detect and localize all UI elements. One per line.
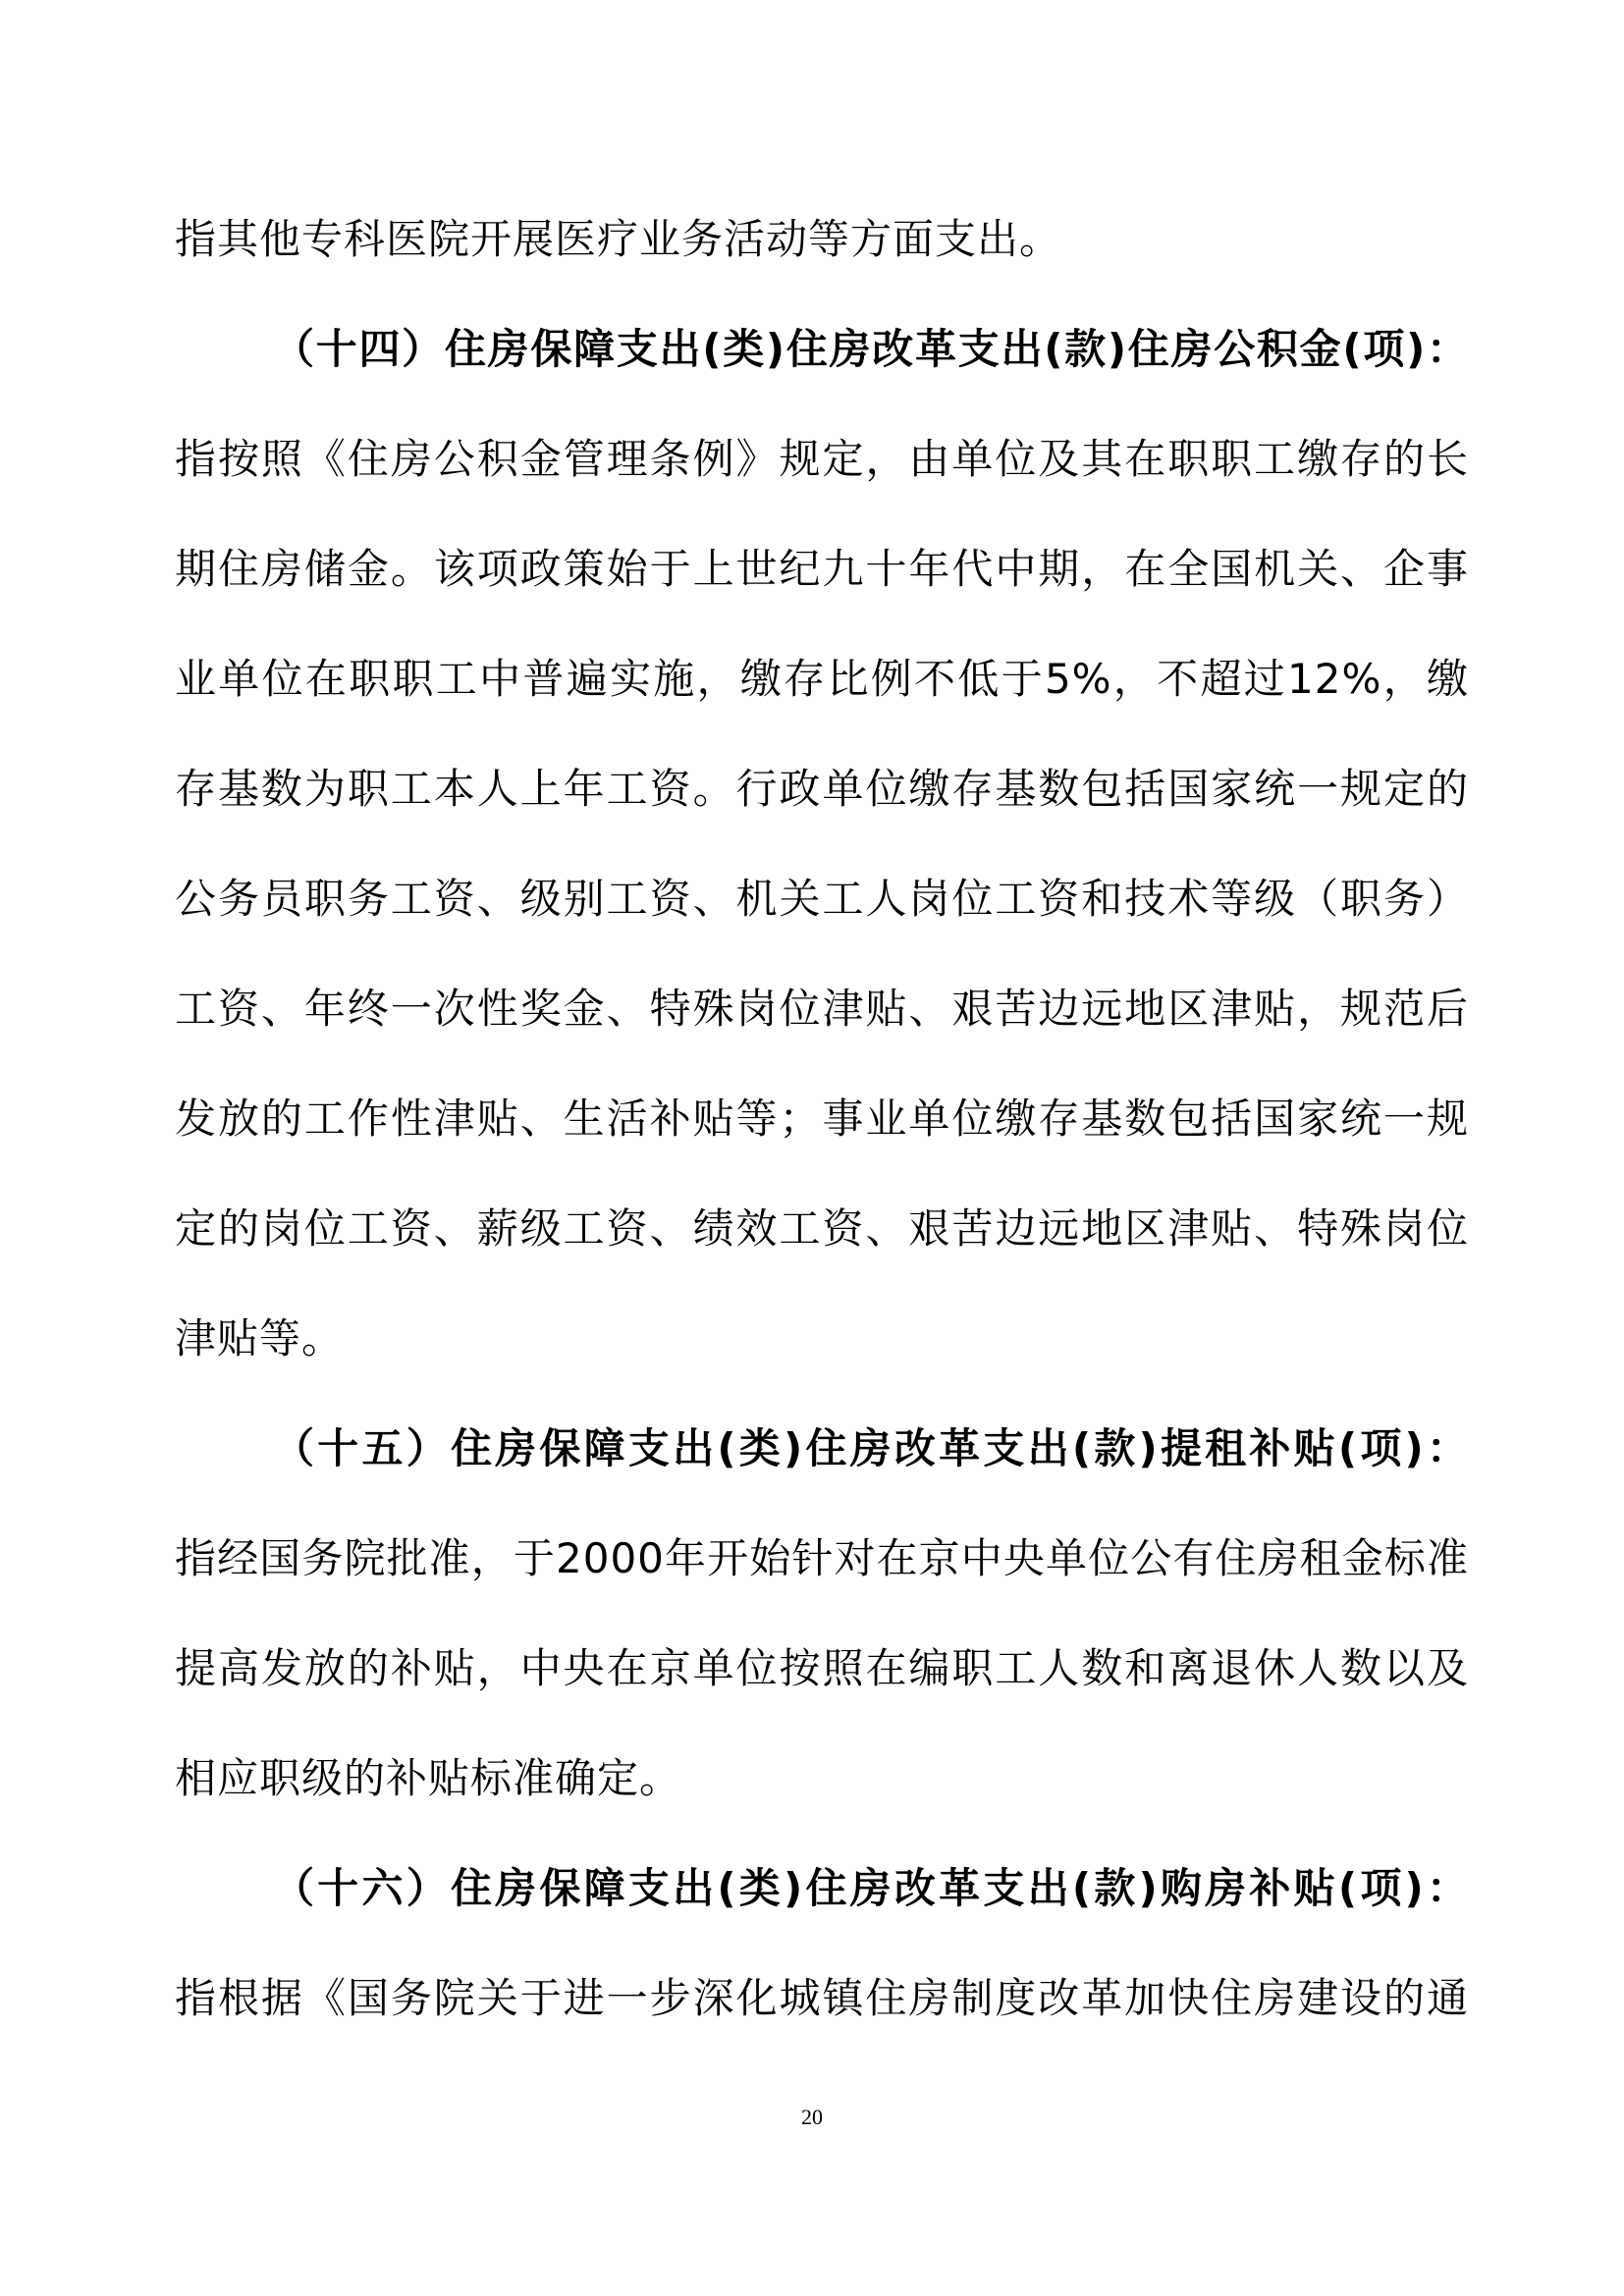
text-line: 发放的工作性津贴、生活补贴等；事业单位缴存基数包括国家统一规 [175,1095,1469,1143]
text-line: 公务员职务工资、级别工资、机关工人岗位工资和技术等级（职务） [175,875,1469,923]
section-heading-16: （十六）住房保障支出(类)住房改革支出(款)购房补贴(项)： [273,1864,1469,1912]
text-line: 指其他专科医院开展医疗业务活动等方面支出。 [175,215,1062,263]
text-line: 指按照《住房公积金管理条例》规定，由单位及其在职职工缴存的长 [175,435,1469,483]
text-line: 工资、年终一次性奖金、特殊岗位津贴、艰苦边远地区津贴，规范后 [175,985,1469,1033]
page-number: 20 [801,2105,823,2129]
text-line: 指经国务院批准，于2000年开始针对在京中央单位公有住房租金标准 [175,1534,1469,1582]
section-heading-14: （十四）住房保障支出(类)住房改革支出(款)住房公积金(项)： [273,325,1469,373]
text-line: 津贴等。 [175,1314,345,1362]
text-line: 提高发放的补贴，中央在京单位按照在编职工人数和离退休人数以及 [175,1644,1469,1692]
text-line: 存基数为职工本人上年工资。行政单位缴存基数包括国家统一规定的 [175,765,1469,813]
text-line: 相应职级的补贴标准确定。 [175,1754,682,1802]
section-heading-15: （十五）住房保障支出(类)住房改革支出(款)提租补贴(项)： [273,1424,1469,1472]
text-line: 业单位在职职工中普遍实施，缴存比例不低于5%，不超过12%，缴 [175,655,1469,703]
text-line: 指根据《国务院关于进一步深化城镇住房制度改革加快住房建设的通 [175,1974,1469,2022]
text-line: 定的岗位工资、薪级工资、绩效工资、艰苦边远地区津贴、特殊岗位 [175,1204,1469,1253]
text-line: 期住房储金。该项政策始于上世纪九十年代中期，在全国机关、企事 [175,545,1469,593]
